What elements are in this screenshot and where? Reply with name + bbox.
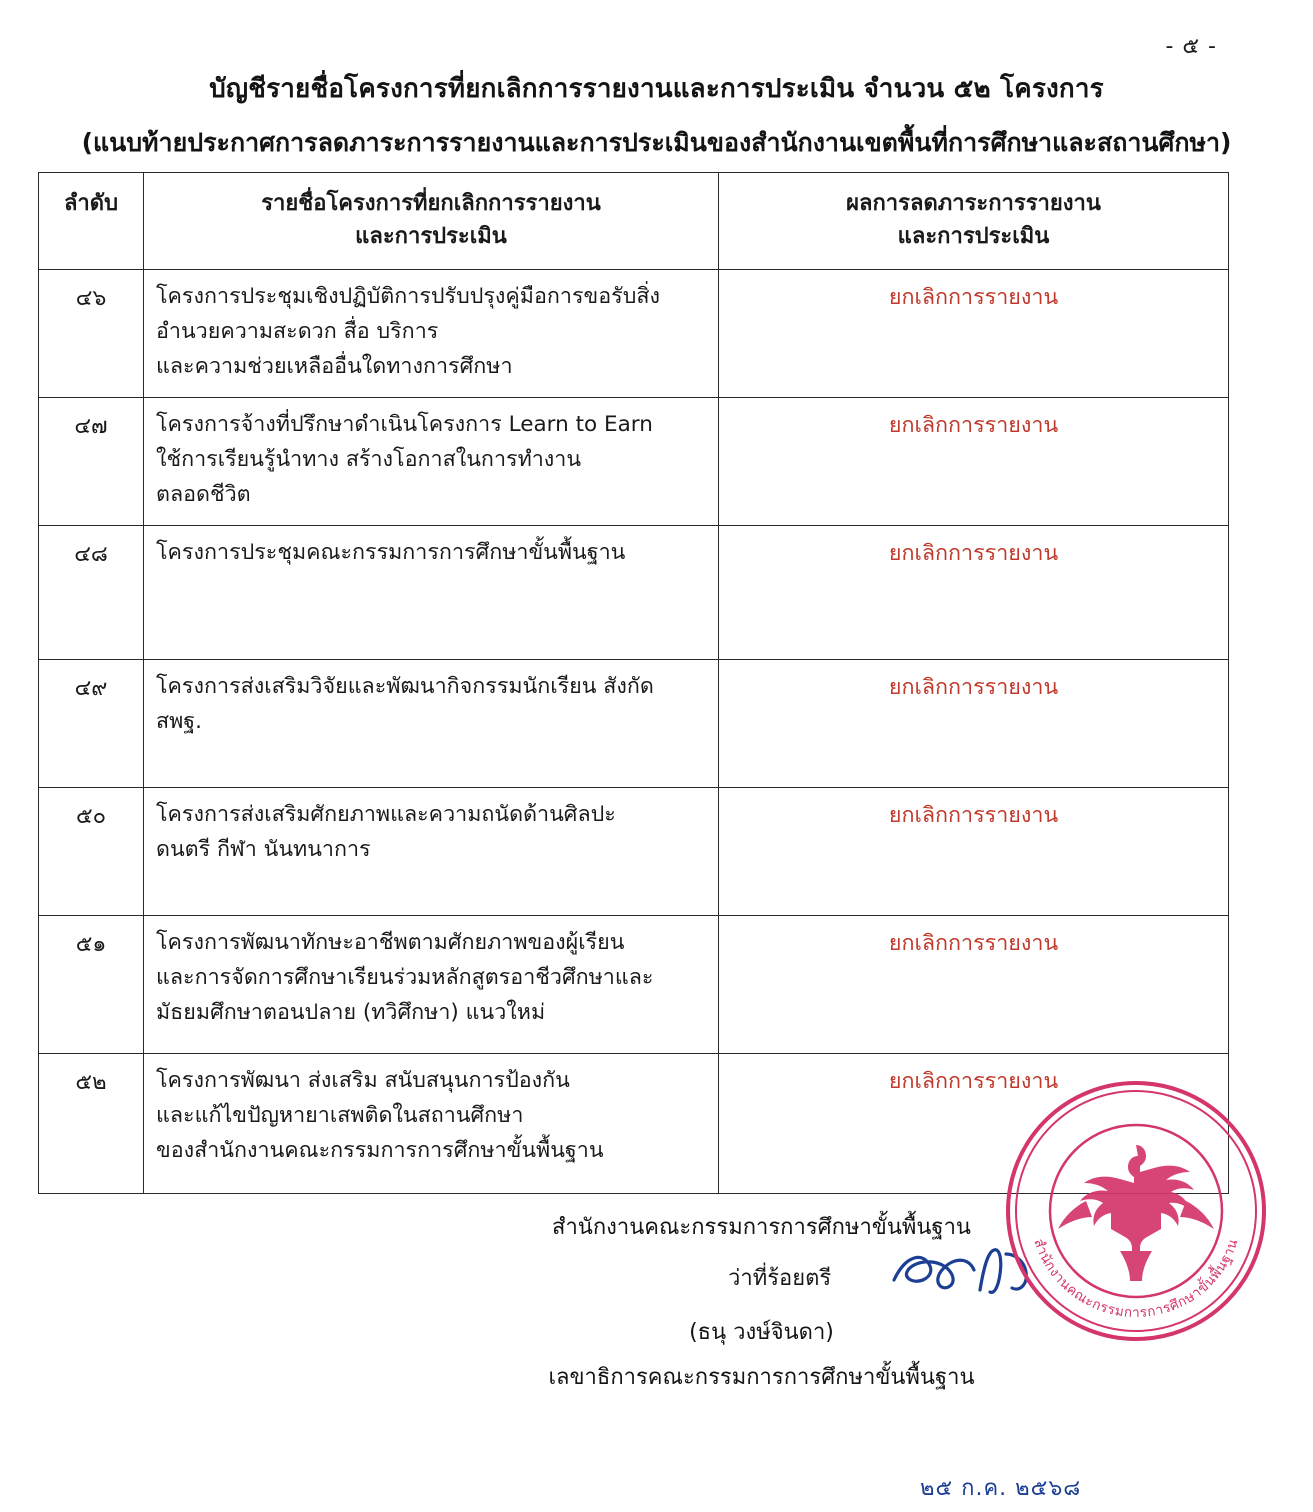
signature-date: ๒๕ ก.ค. ๒๕๖๘ (920, 1476, 1082, 1501)
column-header-project-name-line1: รายชื่อโครงการที่ยกเลิกการรายงาน (261, 191, 601, 216)
cell-project-name: โครงการพัฒนา ส่งเสริม สนับสนุนการป้องกัน และแก้ไขปัญหายาเสพติดในสถานศึกษา ของสำนักงานคณะกรรมการการศึกษาขั้นพื้นฐาน (144, 1054, 719, 1194)
cell-no: ๕๐ (39, 788, 144, 916)
cell-project-name: โครงการประชุมคณะกรรมการการศึกษาขั้นพื้นฐาน (144, 526, 719, 660)
cell-result: ยกเลิกการรายงาน (719, 1054, 1229, 1194)
svg-text:สำนักงานคณะกรรมการการศึกษาขั้น: สำนักงานคณะกรรมการการศึกษาขั้นพื้นฐาน (1030, 1236, 1242, 1322)
cell-result: ยกเลิกการรายงาน (719, 788, 1229, 916)
column-header-result-line1: ผลการลดภาระการรายงาน (846, 191, 1101, 216)
cell-project-name: โครงการส่งเสริมศักยภาพและความถนัดด้านศิลปะ ดนตรี กีฬา นันทนาการ (144, 788, 719, 916)
signature-row (0, 1250, 1313, 1310)
projects-table (38, 172, 1229, 1194)
table-row (39, 270, 1229, 398)
table-row (39, 916, 1229, 1054)
handwritten-signature-icon (884, 1236, 1094, 1306)
signature-name: (ธนุ วงษ์จินดา) (689, 1320, 834, 1346)
cell-project-name: โครงการประชุมเชิงปฏิบัติการปรับปรุงคู่มือการขอรับสิ่งอำนวยความสะดวก สื่อ บริการ และความช่วยเหลืออื่นใดทางการศึกษา (144, 270, 719, 398)
column-header-no: ลำดับ (39, 173, 144, 270)
column-header-project-name-line2: และการประเมิน (355, 224, 507, 249)
cell-no: ๔๘ (39, 526, 144, 660)
cell-result: ยกเลิกการรายงาน (719, 660, 1229, 788)
cell-no: ๔๖ (39, 270, 144, 398)
cell-no: ๔๗ (39, 398, 144, 526)
cell-no: ๕๒ (39, 1054, 144, 1194)
table-row (39, 660, 1229, 788)
table-header-row (39, 173, 1229, 270)
cell-result: ยกเลิกการรายงาน (719, 916, 1229, 1054)
page-subtitle: (แนบท้ายประกาศการลดภาระการรายงานและการประเมินของสำนักงานเขตพื้นที่การศึกษาและสถานศึกษา) (81, 128, 1232, 157)
cell-result: ยกเลิกการรายงาน (719, 270, 1229, 398)
column-header-result-line2: และการประเมิน (897, 224, 1050, 249)
table-row (39, 398, 1229, 526)
cell-no: ๔๙ (39, 660, 144, 788)
cell-project-name: โครงการจ้างที่ปรึกษาดำเนินโครงการ Learn to Earn ใช้การเรียนรู้นำทาง สร้างโอกาสในการทำงาน ตลอดชีวิต (144, 398, 719, 526)
cell-result: ยกเลิกการรายงาน (719, 398, 1229, 526)
page-number: - ๕ - (1165, 34, 1217, 59)
table-row (39, 788, 1229, 916)
signature-organization: สำนักงานคณะกรรมการการศึกษาขั้นพื้นฐาน (552, 1215, 971, 1240)
column-header-project-name (144, 173, 719, 270)
table-row (39, 1054, 1229, 1194)
cell-project-name: โครงการพัฒนาทักษะอาชีพตามศักยภาพของผู้เรียน และการจัดการศึกษาเรียนร่วมหลักสูตรอาชีวศึกษาและ มัธยมศึกษาตอนปลาย (ทวิศึกษา) แนวใหม่ (144, 916, 719, 1054)
signature-block (0, 1205, 1313, 1400)
cell-result: ยกเลิกการรายงาน (719, 526, 1229, 660)
page-title: บัญชีรายชื่อโครงการที่ยกเลิกการรายงานและการประเมิน จำนวน ๕๒ โครงการ (209, 74, 1104, 104)
column-header-result (719, 173, 1229, 270)
table-row (39, 526, 1229, 660)
cell-project-name: โครงการส่งเสริมวิจัยและพัฒนากิจกรรมนักเรียน สังกัด สพฐ. (144, 660, 719, 788)
signature-rank: ว่าที่ร้อยตรี (728, 1266, 832, 1292)
cell-no: ๕๑ (39, 916, 144, 1054)
signature-position: เลขาธิการคณะกรรมการการศึกษาขั้นพื้นฐาน (548, 1365, 975, 1391)
